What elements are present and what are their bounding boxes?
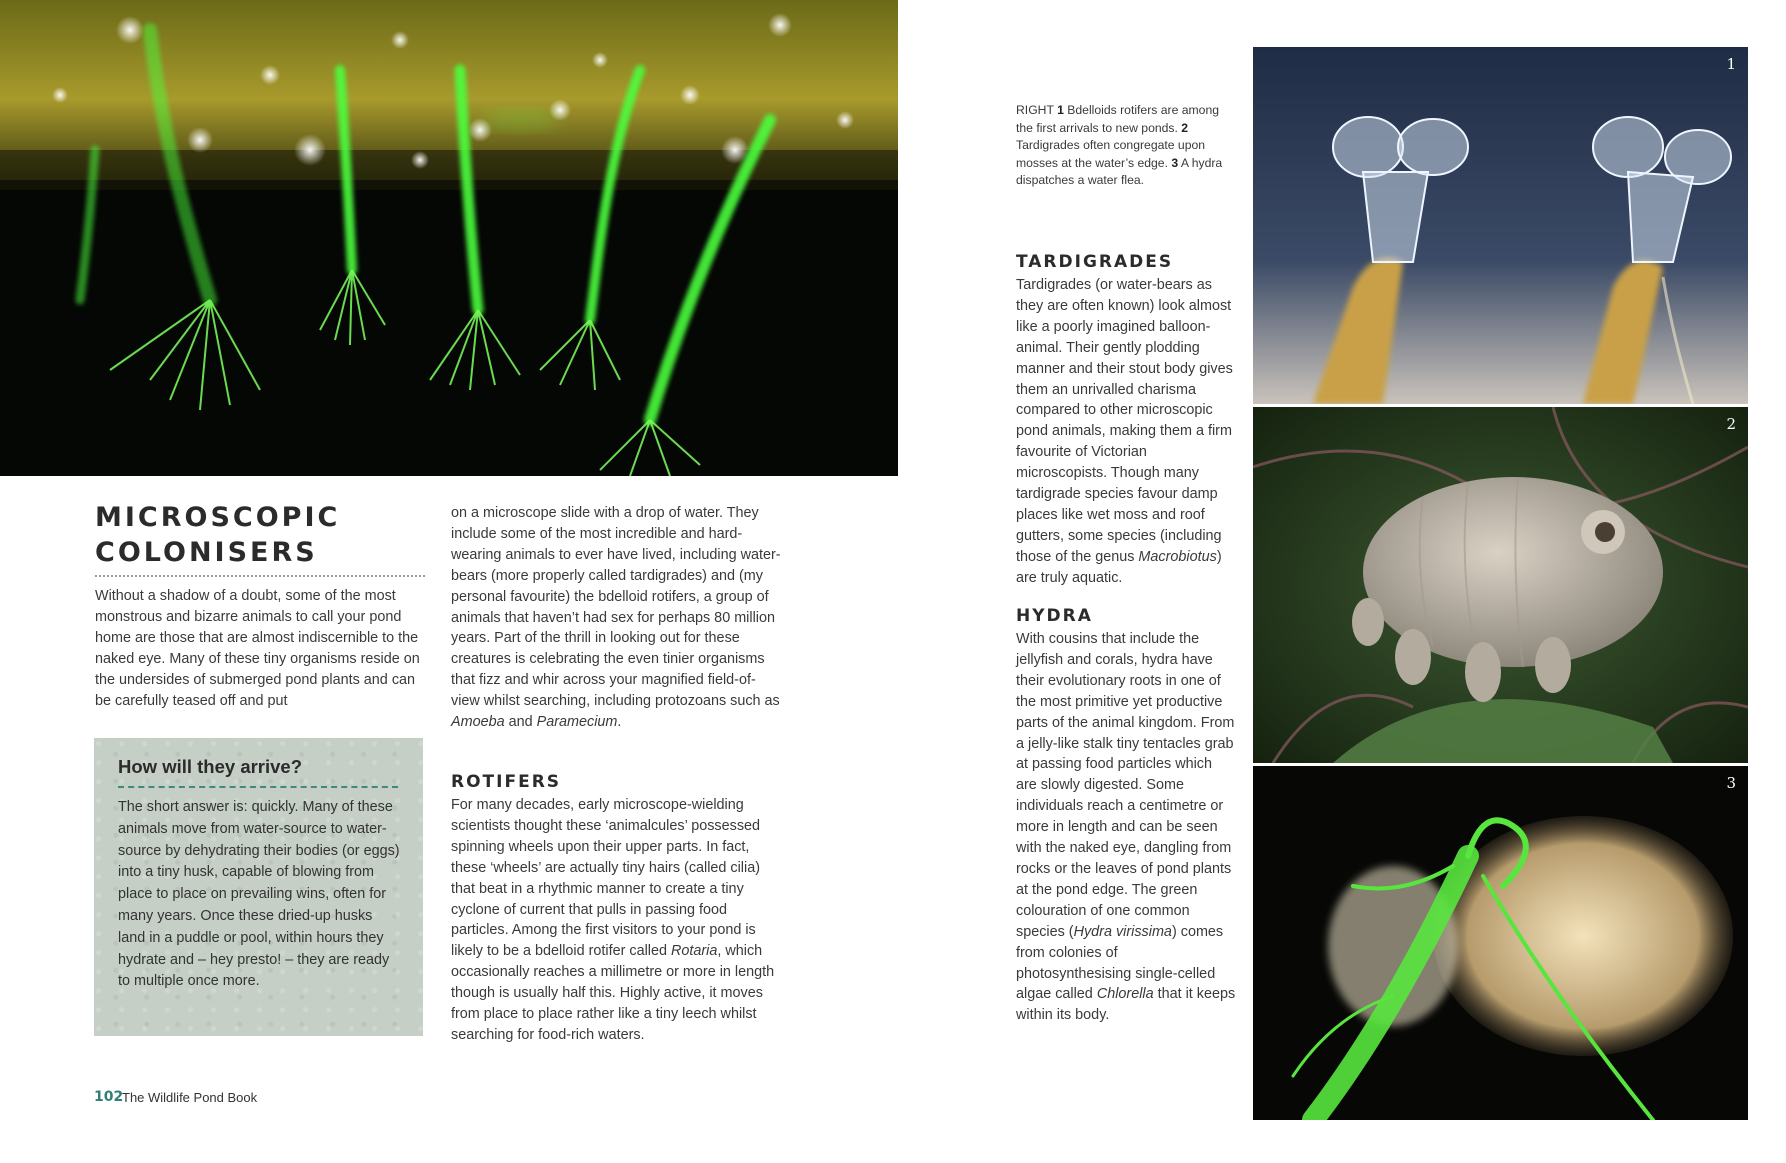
rotifers-text-b: , which occasionally reaches a millimetre or more in length though is usually half this. Highly active, it moves from place to place rather like a tiny leech whilst searching for food-rich waters.	[451, 943, 775, 1043]
caption-label: RIGHT	[1016, 103, 1054, 118]
sidebar-paragraph: The short answer is: quickly. Many of these animals move from water-source to water-source by dehydrating their bodies (or eggs) into a tiny husk, capable of blowing from place to place on prevailing wins, often for many years. Once these dried-up husks land in a puddle or pool, within hours they hydrate and – hey presto! – they are ready to multiple once more.	[118, 799, 400, 990]
hydra-text-a: With cousins that include the jellyfish and corals, hydra have their evolutionary roots in one of the most primitive yet productive parts of the animal kingdom. From a jelly-like stalk tiny tentacles grab at passing food particles which are slowly digested. Some individuals reach a centimetre or more in length and can be seen with the naked eye, dangling from rocks or the leaves of pond plants at the pond edge. The green colouration of one common species (	[1016, 631, 1235, 940]
rotifers-heading: ROTIFERS	[451, 772, 562, 792]
hydra-text-c: that it keeps within its body.	[1016, 986, 1236, 1024]
species-hydra-virissima: Hydra virissima	[1073, 923, 1172, 940]
sidebar-box	[94, 738, 423, 1036]
rotifer-photo	[1253, 47, 1748, 404]
photo-number-2: 2	[1726, 415, 1736, 433]
tardigrades-paragraph	[1016, 275, 1236, 589]
caption-text-1: Bdelloids rotifers are among the first arrivals to new ponds.	[1016, 103, 1220, 135]
page-title-line-1: MICROSCOPIC	[95, 502, 341, 533]
rotifers-text-a: For many decades, early microscope-wielding scientists thought these ‘animalcules’ possessed spinning wheels upon their upper parts. In fact, these ‘wheels’ are actually tiny hairs (called cilia) that beat in a rhythmic manner to create a tiny cyclone of current that pulls in passing food particles. Among the first visitors to your pond is likely to be a bdelloid rotifer called	[451, 797, 761, 960]
caption-number-1: 1	[1057, 103, 1064, 118]
genus-paramecium: Paramecium	[536, 714, 618, 731]
genus-amoeba: Amoeba	[451, 714, 505, 731]
hydra-colony-illustration	[0, 0, 898, 476]
hydra-text-b: ) comes from colonies of photosynthesising single-celled algae called	[1016, 923, 1224, 1003]
rotifers-paragraph	[451, 795, 781, 1046]
hydra-heading: HYDRA	[1016, 606, 1093, 626]
caption-text-2: Tardigrades often congregate upon mosses at the water’s edge.	[1016, 138, 1206, 170]
page-number: 102	[94, 1089, 124, 1105]
intro-paragraph: Without a shadow of a doubt, some of the most monstrous and bizarre animals to call your pond home are those that are almost indiscernible to the naked eye. Many of these tiny organisms reside on the undersides of submerged pond plants and can be carefully teased off and put	[95, 588, 420, 709]
column-2-text: on a microscope slide with a drop of water. They include some of the most incredible and hard-wearing animals to ever have lived, including water-bears (more properly called tardigrades) and (my personal favourite) the bdelloid rotifers, a group of animals that haven’t had sex for perhaps 80 million years. Part of the thrill in looking out for these creatures is celebrating the even tinier organisms that fizz and whir across your magnified field-of-view whilst searching, including protozoans such as	[451, 505, 781, 710]
photo-number-3: 3	[1726, 774, 1736, 792]
page-title-line-2: COLONISERS	[95, 537, 318, 568]
tardigrades-heading: TARDIGRADES	[1016, 252, 1174, 272]
hydra-photo	[1253, 766, 1748, 1120]
tardigrade-photo	[1253, 407, 1748, 763]
heading-divider	[95, 575, 425, 577]
sidebar-heading: How will they arrive?	[118, 756, 303, 777]
genus-rotaria: Rotaria	[670, 943, 718, 960]
hydra-paragraph	[1016, 629, 1236, 1026]
hydra-colony-photo	[0, 0, 898, 476]
tardigrades-text-b: ) are truly aquatic.	[1016, 548, 1222, 586]
caption-text-3: A hydra dispatches a water flea.	[1016, 155, 1223, 188]
tardigrades-text-a: Tardigrades (or water-bears as they are often known) look almost like a poorly imagined balloon-animal. Their gently plodding manner and their stout body gives them an unrivalled charisma compared to other microscopic pond animals, making them a firm favourite of Victorian microscopists. Though many tardigrade species favour damp places like wet moss and roof gutters, some species (including those of the genus	[1016, 277, 1233, 565]
genus-chlorella: Chlorella	[1096, 986, 1154, 1003]
column-2-paragraph	[451, 503, 781, 733]
photo-caption	[1016, 102, 1231, 190]
caption-number-2: 2	[1181, 120, 1189, 135]
column-2-end: .	[617, 714, 622, 731]
column-2-and: and	[504, 714, 537, 731]
genus-macrobiotus: Macrobiotus	[1138, 548, 1217, 565]
tardigrade-illustration	[1253, 407, 1748, 763]
photo-number-1: 1	[1726, 55, 1736, 73]
book-title: The Wildlife Pond Book	[122, 1090, 258, 1105]
rotifer-illustration	[1253, 47, 1748, 404]
hydra-illustration	[1253, 766, 1748, 1120]
sidebar-divider	[118, 786, 398, 788]
caption-number-3: 3	[1171, 155, 1179, 170]
page-title	[95, 500, 425, 570]
